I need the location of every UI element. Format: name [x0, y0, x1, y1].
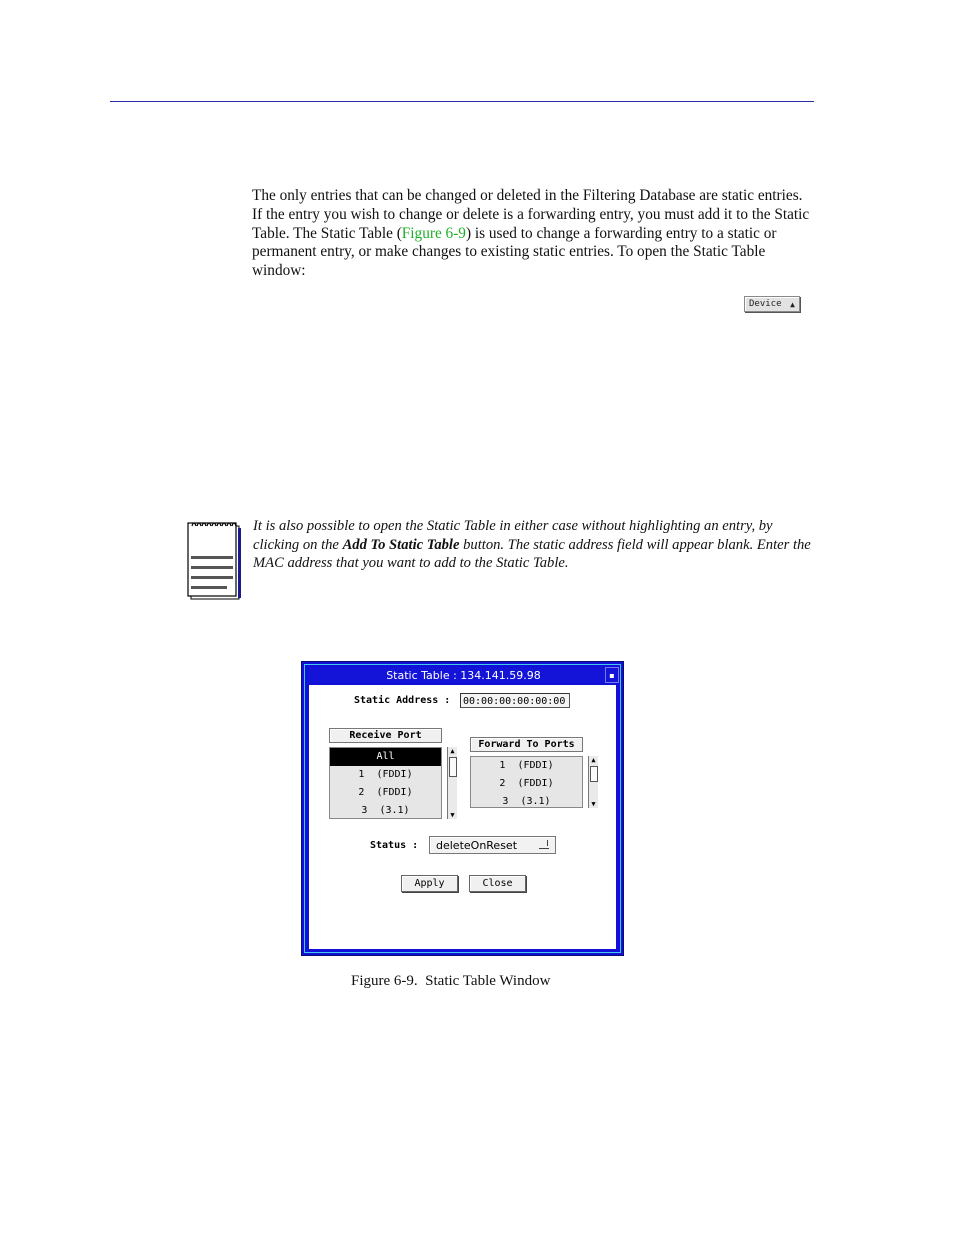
receive-port-item-1[interactable]: 1 (FDDI) [358, 769, 413, 780]
header-rule [110, 101, 814, 102]
device-menu-button[interactable] [744, 296, 800, 312]
scroll-down-icon[interactable]: ▼ [591, 800, 596, 808]
window-title: Static Table : 134.141.59.98 [386, 668, 541, 682]
forward-port-item-1[interactable]: 1 (FDDI) [499, 760, 554, 771]
note-bold-button-name: Add To Static Table [342, 536, 460, 553]
apply-button[interactable]: Apply [401, 875, 458, 892]
dropdown-indicator-stem [547, 840, 548, 846]
note-text-2: button. The static address field will appear blank. Enter the MAC address that you want to add to the Static Table. [253, 536, 811, 571]
receive-port-item-all[interactable]: All [330, 748, 441, 766]
static-address-label: Static Address : [354, 695, 451, 706]
body-text-2: ) is used to change a forwarding entry to a static or permanent entry, or make changes to existing static entries. To open the Static Table window: [252, 224, 777, 280]
forward-ports-header: Forward To Ports [470, 737, 583, 752]
window-client-area [309, 685, 616, 949]
note-text [253, 517, 813, 573]
scroll-up-icon[interactable]: ▲ [591, 756, 596, 764]
scroll-thumb[interactable] [590, 766, 598, 782]
up-down-arrow-icon: ▲ [790, 299, 795, 309]
minimize-icon[interactable]: ▪ [605, 667, 619, 683]
scroll-thumb[interactable] [449, 757, 457, 777]
static-address-input[interactable]: 00:00:00:00:00:00 [460, 693, 570, 708]
close-button[interactable]: Close [469, 875, 526, 892]
scroll-down-icon[interactable]: ▼ [450, 811, 455, 819]
status-label: Status : [370, 840, 419, 851]
figure-caption: Figure 6-9. Static Table Window [351, 973, 551, 989]
notepad-icon [186, 518, 242, 602]
receive-port-item-3[interactable]: 3 (3.1) [361, 805, 410, 816]
receive-port-item-2[interactable]: 2 (FDDI) [358, 787, 413, 798]
status-select[interactable] [429, 836, 556, 854]
window-titlebar[interactable] [308, 667, 619, 683]
figure-link[interactable]: Figure 6-9 [401, 224, 466, 242]
status-value: deleteOnReset [436, 839, 518, 852]
note-text-1: It is also possible to open the Static Table in either case without highlighting an entry, by clicking on the [253, 518, 773, 553]
forward-port-item-2[interactable]: 2 (FDDI) [499, 778, 554, 789]
receive-port-list[interactable] [329, 747, 442, 819]
receive-port-header: Receive Port [329, 728, 442, 743]
device-button-label: Device [749, 299, 782, 309]
forward-ports-scrollbar[interactable] [588, 756, 598, 808]
static-table-window [301, 661, 624, 956]
forward-ports-list[interactable] [470, 756, 583, 808]
receive-port-scrollbar[interactable] [447, 747, 457, 819]
body-text-1: The only entries that can be changed or deleted in the Filtering Database are static entries. If the entry you wish to change or delete is a forwarding entry, you must add it to the Static Table. The Static Table ( [252, 187, 810, 242]
body-paragraph [252, 187, 816, 281]
forward-port-item-3[interactable]: 3 (3.1) [502, 796, 551, 807]
scroll-up-icon[interactable]: ▲ [450, 747, 455, 755]
